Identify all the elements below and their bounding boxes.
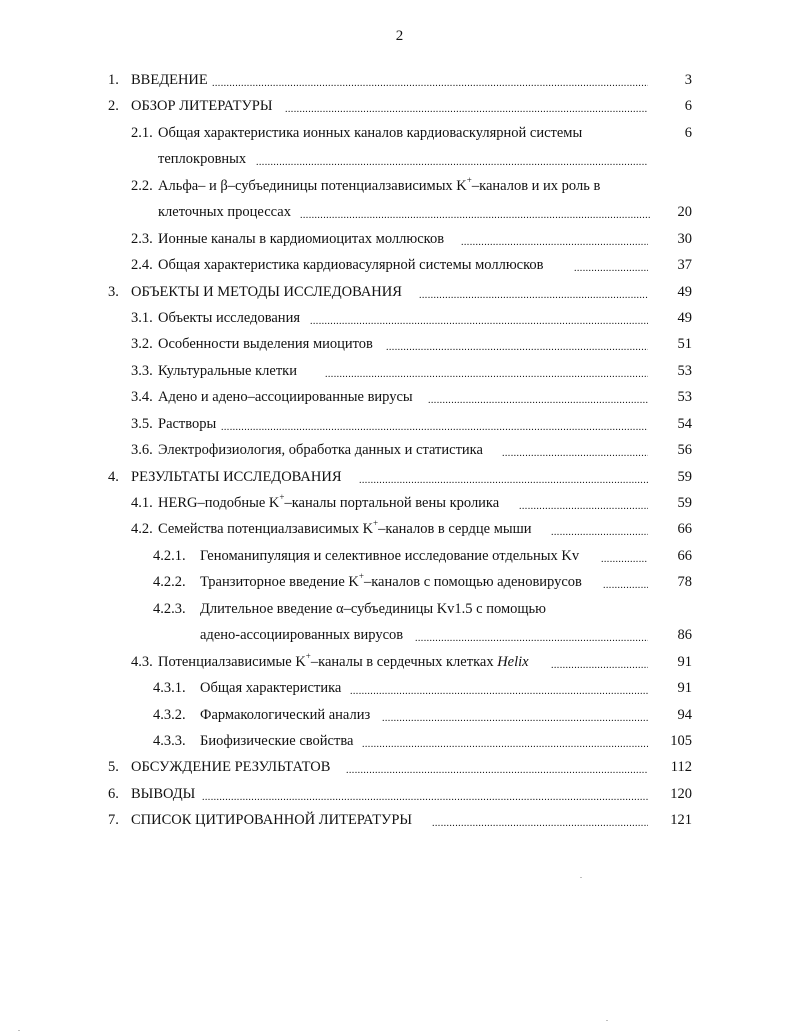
leader-dots (362, 733, 648, 751)
leader-dots (428, 389, 648, 407)
toc-entry-title: Геноманипуляция и селективное исследование отдельных Kv (200, 547, 580, 564)
toc-entry-page: 20 (677, 204, 692, 221)
toc-entry-title: Фармакологический анализ (200, 706, 371, 723)
toc-entry-page: 6 (684, 124, 692, 141)
toc-entry-title: ВВЕДЕНИЕ (131, 72, 208, 88)
toc-entry-2[interactable] (0, 94, 799, 120)
toc-entry-title: ОБЗОР ЛИТЕРАТУРЫ (131, 98, 273, 115)
toc-entry-title-continued: адено-ассоциированных вирусов (200, 627, 404, 644)
toc-entry-2-1[interactable] (0, 121, 799, 147)
toc-entry-4-2-1[interactable] (0, 544, 799, 570)
toc-entry-3-4[interactable] (0, 385, 799, 411)
toc-entry-7[interactable] (0, 808, 799, 834)
toc-entry-page: 94 (677, 706, 692, 723)
toc-entry-3-1[interactable] (0, 306, 799, 332)
page-number: 2 (395, 28, 404, 44)
toc-entry-number: 2. (108, 98, 119, 115)
leader-dots (350, 680, 648, 698)
toc-entry-number: 4.2.3. (153, 600, 186, 617)
toc-entry-title: РЕЗУЛЬТАТЫ ИССЛЕДОВАНИЯ (131, 468, 342, 485)
toc-entry-2-1-continued[interactable] (0, 147, 799, 173)
toc-entry-number: 5. (108, 759, 119, 776)
toc-entry-number: 2.4. (131, 257, 153, 274)
toc-entry-number: 3.5. (131, 415, 153, 432)
toc-entry-page: 51 (677, 336, 692, 353)
toc-entry-5[interactable] (0, 755, 799, 781)
leader-dots (415, 627, 648, 645)
toc-entry-page: 59 (677, 495, 692, 511)
toc-entry-page: 56 (677, 442, 692, 459)
toc-entry-number: 3. (108, 283, 119, 300)
toc-entry-4-2-3[interactable] (0, 597, 799, 623)
table-of-contents (0, 68, 799, 835)
leader-dots (502, 442, 648, 460)
toc-entry-title: Адено и адено–ассоциированные вирусы (158, 389, 413, 406)
toc-entry-title-continued: клеточных процессах (158, 204, 291, 221)
toc-entry-title: СПИСОК ЦИТИРОВАННОЙ ЛИТЕРАТУРЫ (131, 812, 413, 829)
leader-dots (574, 257, 648, 275)
toc-entry-page: 53 (677, 389, 692, 406)
toc-entry-number: 4.2.1. (153, 547, 186, 564)
toc-entry-page: 66 (677, 547, 692, 564)
toc-entry-title: Культуральные клетки (158, 362, 297, 379)
toc-entry-page: 59 (677, 468, 692, 485)
toc-entry-title: Потенциалзависимые K+–каналы в сердечных клетках Helix (158, 650, 529, 670)
leader-dots (300, 204, 650, 222)
leader-dots (325, 363, 648, 381)
toc-entry-2-2[interactable] (0, 174, 799, 200)
toc-entry-page: 30 (677, 230, 692, 247)
toc-entry-page: 37 (677, 257, 692, 274)
leader-dots (419, 284, 648, 302)
toc-entry-title: Транзиторное введение K+–каналов с помощью аденовирусов (200, 571, 582, 591)
leader-dots (601, 548, 648, 566)
leader-dots (432, 812, 648, 830)
leader-dots (603, 574, 648, 592)
toc-entry-4-2-3-continued[interactable] (0, 623, 799, 649)
toc-entry-title: Общая характеристика кардиовасулярной системы моллюсков (158, 257, 544, 274)
leader-dots (359, 469, 648, 487)
toc-entry-number: 3.4. (131, 389, 153, 406)
toc-entry-number: 2.1. (131, 124, 153, 141)
toc-entry-title: Альфа– и β–субъединицы потенциалзависимых K+–каналов и их роль в (158, 174, 601, 194)
leader-dots (212, 72, 648, 90)
toc-entry-page: 78 (677, 574, 692, 591)
toc-entry-number: 3.6. (131, 442, 153, 459)
toc-entry-4-3-1[interactable] (0, 676, 799, 702)
scan-speck (606, 1020, 608, 1021)
toc-entry-title: Ионные каналы в кардиомиоцитах моллюсков (158, 230, 445, 247)
leader-dots (310, 310, 648, 328)
toc-entry-page: 86 (677, 627, 692, 644)
leader-dots (461, 231, 648, 249)
toc-entry-page: 54 (677, 415, 692, 432)
toc-entry-page: 105 (670, 732, 692, 749)
toc-entry-page: 91 (677, 680, 692, 697)
toc-entry-page: 66 (677, 521, 692, 538)
toc-entry-title: Особенности выделения миоцитов (158, 336, 373, 353)
toc-entry-6[interactable] (0, 782, 799, 808)
toc-entry-4-2[interactable] (0, 517, 799, 543)
toc-entry-3-3[interactable] (0, 359, 799, 385)
toc-entry-number: 4.3.2. (153, 706, 186, 723)
toc-entry-number: 4.3. (131, 653, 153, 670)
toc-entry-number: 4.1. (131, 495, 153, 511)
toc-entry-page: 49 (677, 283, 692, 300)
toc-entry-page: 53 (677, 362, 692, 379)
toc-entry-number: 1. (108, 72, 119, 88)
toc-entry-title: Электрофизиология, обработка данных и статистика (158, 442, 483, 459)
toc-entry-number: 3.1. (131, 309, 153, 326)
toc-entry-title: Растворы (158, 415, 217, 432)
toc-entry-4-3-3[interactable] (0, 729, 799, 755)
leader-dots (386, 336, 648, 354)
toc-entry-4-2-2[interactable] (0, 570, 799, 596)
toc-entry-page: 121 (670, 812, 692, 829)
leader-dots (519, 495, 648, 513)
toc-entry-title: HERG–подобные K+–каналы портальной вены кролика (158, 492, 500, 511)
toc-entry-title: Длительное введение α–субъединицы Kv1.5 с помощью (200, 600, 546, 617)
leader-dots (382, 707, 648, 725)
leader-dots (346, 759, 648, 777)
toc-entry-4-3-2[interactable] (0, 703, 799, 729)
toc-entry-4-1[interactable] (0, 491, 799, 517)
toc-entry-title: Объекты исследования (158, 309, 300, 326)
toc-entry-2-3[interactable] (0, 227, 799, 253)
leader-dots (551, 521, 648, 539)
toc-entry-number: 3.3. (131, 362, 153, 379)
toc-entry-number: 4. (108, 468, 119, 485)
toc-entry-1[interactable] (0, 68, 799, 94)
toc-entry-number: 4.2. (131, 521, 153, 538)
toc-entry-number: 2.2. (131, 177, 153, 194)
toc-entry-page: 49 (677, 309, 692, 326)
toc-entry-number: 4.2.2. (153, 574, 186, 591)
toc-entry-page: 120 (670, 785, 692, 802)
leader-dots (551, 654, 648, 672)
scan-speck (580, 877, 582, 878)
toc-entry-page: 6 (684, 98, 692, 115)
leader-dots (202, 786, 648, 804)
scan-speck (18, 1030, 20, 1031)
leader-dots (256, 151, 648, 169)
toc-entry-4-3[interactable] (0, 650, 799, 676)
toc-entry-title: Биофизические свойства (200, 732, 354, 749)
toc-entry-page: 112 (670, 759, 692, 776)
toc-entry-page: 91 (677, 653, 692, 670)
toc-entry-title: ВЫВОДЫ (131, 785, 196, 802)
toc-entry-title: ОБЪЕКТЫ И МЕТОДЫ ИССЛЕДОВАНИЯ (131, 283, 402, 300)
toc-entry-3-6[interactable] (0, 438, 799, 464)
toc-entry-number: 6. (108, 785, 119, 802)
toc-entry-page: 3 (684, 72, 692, 88)
toc-entry-title-continued: теплокровных (158, 151, 247, 168)
toc-entry-2-2-continued[interactable] (0, 200, 799, 226)
toc-entry-title: Семейства потенциалзависимых K+–каналов в сердце мыши (158, 518, 532, 538)
toc-entry-3[interactable] (0, 280, 799, 306)
toc-entry-3-2[interactable] (0, 332, 799, 358)
toc-entry-4[interactable] (0, 465, 799, 491)
leader-dots (285, 98, 648, 116)
toc-entry-2-4[interactable] (0, 253, 799, 279)
toc-entry-3-5[interactable] (0, 412, 799, 438)
toc-entry-title: Общая характеристика (200, 680, 342, 697)
toc-entry-number: 7. (108, 812, 119, 829)
toc-entry-number: 2.3. (131, 230, 153, 247)
toc-entry-number: 4.3.1. (153, 680, 186, 697)
toc-entry-number: 3.2. (131, 336, 153, 353)
toc-entry-title: ОБСУЖДЕНИЕ РЕЗУЛЬТАТОВ (131, 759, 331, 776)
leader-dots (221, 416, 648, 434)
toc-entry-number: 4.3.3. (153, 732, 186, 749)
toc-entry-title: Общая характеристика ионных каналов кардиоваскулярной системы (158, 124, 583, 141)
